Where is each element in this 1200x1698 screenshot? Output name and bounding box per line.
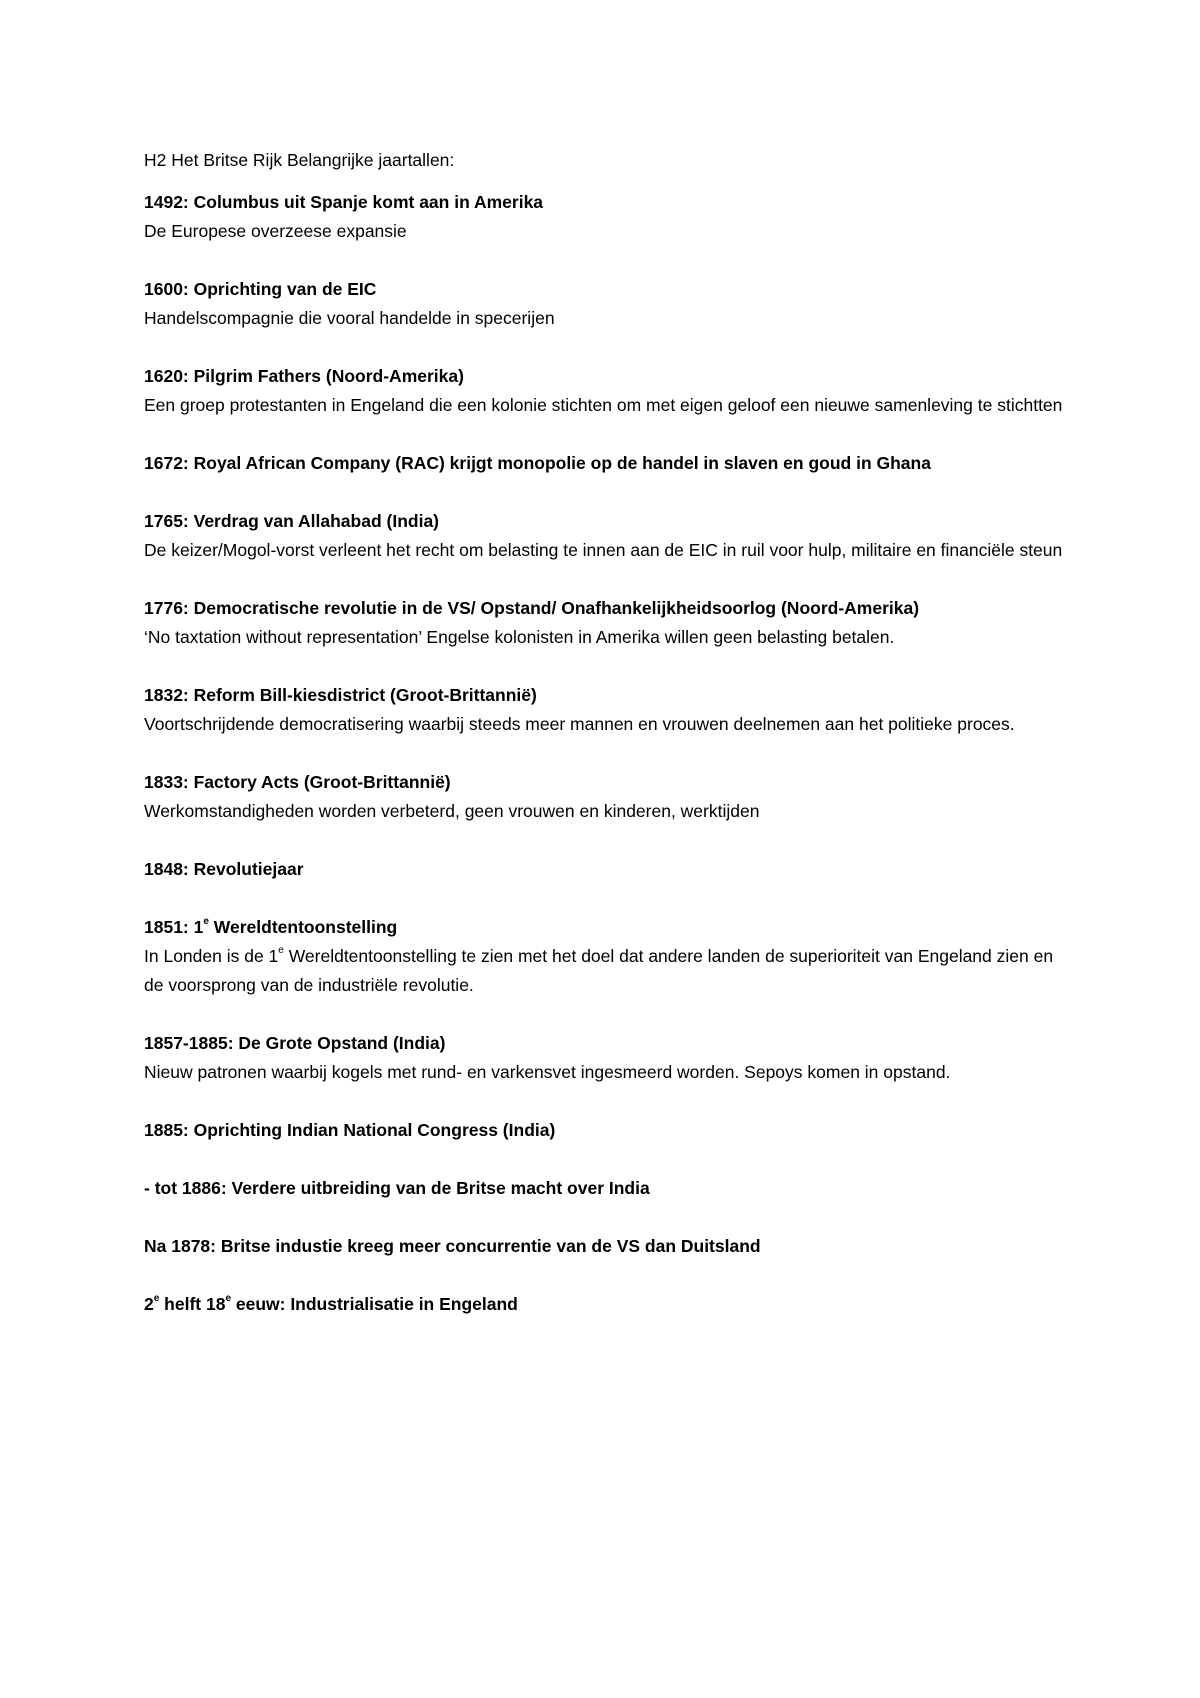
text-run: 1857-1885: De Grote Opstand (India): [144, 1033, 446, 1053]
entry-heading: [144, 1029, 1074, 1058]
text-run: helft 18: [159, 1294, 226, 1314]
text-run: Handelscompagnie die vooral handelde in specerijen: [144, 308, 555, 328]
text-run: 1832: Reform Bill-kiesdistrict (Groot-Brittannië): [144, 685, 537, 705]
entry-heading: [144, 507, 1074, 536]
entry-description: [144, 942, 1074, 1000]
entry-description: [144, 623, 1074, 652]
timeline-entry: [144, 507, 1074, 565]
text-run: 1885: Oprichting Indian National Congress (India): [144, 1120, 556, 1140]
text-run: - tot 1886: Verdere uitbreiding van de Britse macht over India: [144, 1178, 650, 1198]
text-run: Na 1878: Britse industie kreeg meer concurrentie van de VS dan Duitsland: [144, 1236, 761, 1256]
entry-heading: [144, 449, 1074, 478]
entry-heading: [144, 681, 1074, 710]
text-run: 1848: Revolutiejaar: [144, 859, 304, 879]
text-run: 1765: Verdrag van Allahabad (India): [144, 511, 440, 531]
timeline-entry: [144, 1029, 1074, 1087]
entry-heading: [144, 768, 1074, 797]
text-run: 1600: Oprichting van de EIC: [144, 279, 377, 299]
superscript-text: e: [153, 1293, 160, 1305]
text-run: Een groep protestanten in Engeland die een kolonie stichten om met eigen geloof een nieuwe samenleving te stichtten: [144, 395, 1063, 415]
entry-description: [144, 304, 1074, 333]
text-run: ‘No taxtation without representation’ Engelse kolonisten in Amerika willen geen belasting betalen.: [144, 627, 895, 647]
entry-heading: [144, 1174, 1074, 1203]
document-content: [144, 146, 1074, 1348]
timeline-entry: [144, 1174, 1074, 1203]
entry-description: [144, 797, 1074, 826]
text-run: Nieuw patronen waarbij kogels met rund- en varkensvet ingesmeerd worden. Sepoys komen in opstand.: [144, 1062, 951, 1082]
superscript-text: e: [225, 1293, 231, 1305]
timeline-entry: [144, 1116, 1074, 1145]
text-run: 1620: Pilgrim Fathers (Noord-Amerika): [144, 366, 464, 386]
entry-description: [144, 710, 1074, 739]
entry-description: [144, 217, 1074, 246]
entry-description: [144, 391, 1074, 420]
entry-description: [144, 1058, 1074, 1087]
text-run: 1672: Royal African Company (RAC) krijgt monopolie op de handel in slaven en goud in Ghana: [144, 453, 931, 473]
timeline-entry: [144, 768, 1074, 826]
timeline-entry: [144, 594, 1074, 652]
text-run: Werkomstandigheden worden verbeterd, geen vrouwen en kinderen, werktijden: [144, 801, 760, 821]
timeline-entry: [144, 362, 1074, 420]
timeline-entry: [144, 1232, 1074, 1261]
entry-heading: [144, 1290, 1074, 1319]
text-run: In Londen is de 1: [144, 946, 279, 966]
text-run: Wereldtentoonstelling: [208, 917, 398, 937]
text-run: 1776: Democratische revolutie in de VS/ Opstand/ Onafhankelijkheidsoorlog (Noord-Amerika): [144, 598, 920, 618]
entry-heading: [144, 188, 1074, 217]
entry-heading: [144, 1232, 1074, 1261]
entry-heading: [144, 913, 1074, 942]
timeline-list: [144, 188, 1074, 1319]
timeline-entry: [144, 188, 1074, 246]
entry-heading: [144, 594, 1074, 623]
text-run: Wereldtentoonstelling te zien met het doel dat andere landen de superioriteit van Engeland zien en de voorsprong van de industriële revolutie.: [144, 946, 1054, 995]
superscript-text: e: [278, 945, 284, 957]
document-title: H2 Het Britse Rijk Belangrijke jaartallen:: [144, 150, 455, 170]
entry-heading: [144, 855, 1074, 884]
timeline-entry: [144, 449, 1074, 478]
entry-heading: [144, 362, 1074, 391]
text-run: eeuw: Industrialisatie in Engeland: [231, 1294, 518, 1314]
entry-description: [144, 536, 1074, 565]
timeline-entry: [144, 1290, 1074, 1319]
entry-heading: [144, 275, 1074, 304]
text-run: De Europese overzeese expansie: [144, 221, 407, 241]
timeline-entry: [144, 913, 1074, 1000]
text-run: Voortschrijdende democratisering waarbij steeds meer mannen en vrouwen deelnemen aan het politieke proces.: [144, 714, 1015, 734]
timeline-entry: [144, 681, 1074, 739]
entry-heading: [144, 1116, 1074, 1145]
timeline-entry: [144, 275, 1074, 333]
text-run: De keizer/Mogol-vorst verleent het recht om belasting te innen aan de EIC in ruil voor hulp, militaire en financiële steun: [144, 540, 1063, 560]
text-run: 1833: Factory Acts (Groot-Brittannië): [144, 772, 451, 792]
text-run: 1851: 1: [144, 917, 204, 937]
text-run: 1492: Columbus uit Spanje komt aan in Amerika: [144, 192, 544, 212]
superscript-text: e: [203, 916, 209, 928]
text-run: 2: [144, 1294, 154, 1314]
timeline-entry: [144, 855, 1074, 884]
